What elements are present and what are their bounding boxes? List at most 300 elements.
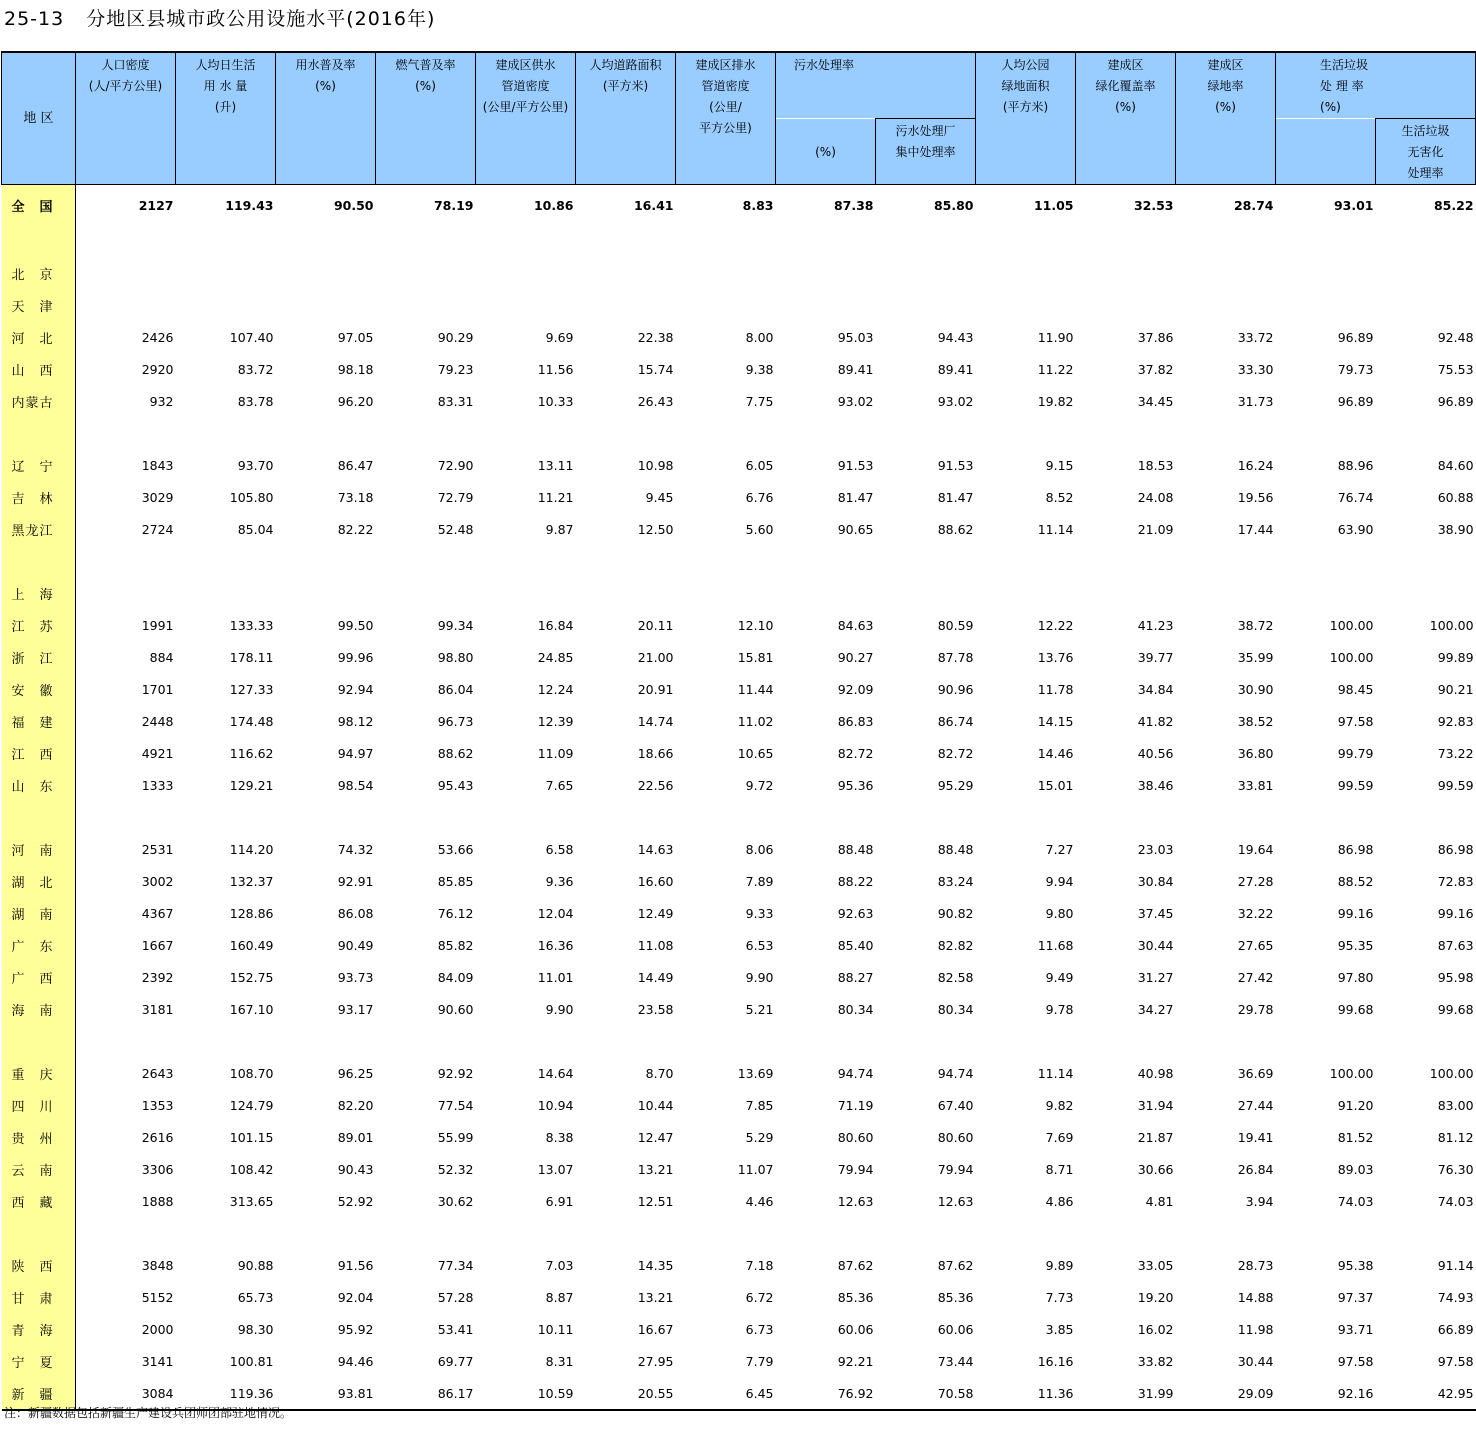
value-cell: 85.85 xyxy=(437,873,474,889)
value-cell xyxy=(1276,289,1376,321)
value-cell: 11.98 xyxy=(1237,1321,1274,1337)
value-cell: 82.72 xyxy=(937,745,974,761)
value-cell: 33.81 xyxy=(1237,777,1274,793)
value-cell: 91.14 xyxy=(1437,1257,1474,1273)
value-cell: 99.16 xyxy=(1337,905,1374,921)
value-cell: 95.36 xyxy=(837,777,874,793)
value-cell xyxy=(376,289,476,321)
value-cell: 11.44 xyxy=(737,681,774,697)
value-cell: 84.60 xyxy=(1437,457,1474,473)
value-cell: 92.63 xyxy=(837,905,874,921)
region-cell: 江 西 xyxy=(2,737,76,769)
empty-cell xyxy=(76,801,176,833)
value-cell: 95.35 xyxy=(1337,937,1374,953)
value-cell: 3002 xyxy=(141,873,174,889)
empty-cell xyxy=(476,545,576,577)
value-cell: 94.43 xyxy=(937,329,974,345)
value-cell: 21.09 xyxy=(1137,521,1174,537)
region-cell: 全 国 xyxy=(2,185,76,226)
value-cell: 10.59 xyxy=(476,1377,576,1410)
value-cell: 1667 xyxy=(141,937,174,953)
value-cell: 93.02 xyxy=(837,393,874,409)
value-cell: 40.98 xyxy=(1137,1065,1174,1081)
value-cell: 90.60 xyxy=(437,1001,474,1017)
empty-cell xyxy=(576,801,676,833)
value-cell: 3084 xyxy=(76,1377,176,1410)
value-cell: 2920 xyxy=(141,361,174,377)
value-cell: 91.53 xyxy=(937,457,974,473)
empty-cell xyxy=(76,1025,176,1057)
empty-cell xyxy=(676,1025,776,1057)
value-cell: 74.32 xyxy=(337,841,374,857)
empty-cell xyxy=(976,545,1076,577)
value-cell: 30.84 xyxy=(1137,873,1174,889)
table-row xyxy=(2,865,1476,897)
value-cell: 7.75 xyxy=(745,393,774,409)
value-cell: 94.97 xyxy=(337,745,374,761)
empty-cell xyxy=(276,801,376,833)
value-cell: 89.03 xyxy=(1337,1161,1374,1177)
header-sewage-rate: 污水处理率 xyxy=(776,52,976,119)
value-cell: 33.30 xyxy=(1237,361,1274,377)
value-cell: 99.59 xyxy=(1337,777,1374,793)
value-cell: 79.94 xyxy=(837,1161,874,1177)
value-cell: 119.43 xyxy=(225,197,274,213)
value-cell: 70.58 xyxy=(876,1377,976,1410)
empty-cell xyxy=(376,545,476,577)
value-cell: 14.74 xyxy=(637,713,674,729)
region-cell: 内蒙古 xyxy=(2,385,76,417)
empty-cell xyxy=(1076,1025,1176,1057)
value-cell: 98.45 xyxy=(1337,681,1374,697)
value-cell: 92.09 xyxy=(837,681,874,697)
value-cell: 20.55 xyxy=(576,1377,676,1410)
empty-cell xyxy=(376,417,476,449)
value-cell: 8.38 xyxy=(545,1129,574,1145)
value-cell: 74.03 xyxy=(1437,1193,1474,1209)
value-cell: 93.17 xyxy=(337,1001,374,1017)
empty-cell xyxy=(1376,801,1476,833)
region-cell: 湖 北 xyxy=(2,865,76,897)
value-cell xyxy=(376,257,476,289)
value-cell xyxy=(176,289,276,321)
value-cell: 95.98 xyxy=(1437,969,1474,985)
value-cell: 71.19 xyxy=(837,1097,874,1113)
value-cell: 7.18 xyxy=(745,1257,774,1273)
value-cell: 22.38 xyxy=(637,329,674,345)
empty-cell xyxy=(1276,1025,1376,1057)
value-cell xyxy=(76,577,176,609)
value-cell: 9.15 xyxy=(1045,457,1074,473)
value-cell xyxy=(476,577,576,609)
value-cell: 88.48 xyxy=(937,841,974,857)
value-cell: 96.25 xyxy=(337,1065,374,1081)
header-road-area: 人均道路面积 (平方米) xyxy=(576,52,676,185)
value-cell: 82.72 xyxy=(837,745,874,761)
value-cell: 99.96 xyxy=(337,649,374,665)
value-cell: 14.46 xyxy=(1037,745,1074,761)
table-row xyxy=(2,705,1476,737)
value-cell: 13.11 xyxy=(537,457,574,473)
value-cell: 74.93 xyxy=(1437,1289,1474,1305)
value-cell: 16.60 xyxy=(637,873,674,889)
value-cell xyxy=(676,577,776,609)
value-cell: 84.09 xyxy=(437,969,474,985)
value-cell: 84.63 xyxy=(837,617,874,633)
value-cell xyxy=(776,577,876,609)
value-cell: 1701 xyxy=(141,681,174,697)
empty-cell xyxy=(1276,1217,1376,1249)
value-cell: 6.91 xyxy=(545,1193,574,1209)
empty-cell xyxy=(776,545,876,577)
value-cell: 19.82 xyxy=(1037,393,1074,409)
region-cell: 吉 林 xyxy=(2,481,76,513)
value-cell: 30.62 xyxy=(437,1193,474,1209)
value-cell: 20.11 xyxy=(637,617,674,633)
value-cell: 1843 xyxy=(141,457,174,473)
value-cell: 86.47 xyxy=(337,457,374,473)
value-cell: 7.69 xyxy=(1045,1129,1074,1145)
value-cell: 30.90 xyxy=(1237,681,1274,697)
empty-cell xyxy=(1176,225,1276,257)
value-cell: 9.80 xyxy=(1045,905,1074,921)
empty-cell xyxy=(976,1217,1076,1249)
empty-cell xyxy=(376,1025,476,1057)
value-cell: 13.07 xyxy=(537,1161,574,1177)
region-cell xyxy=(2,801,76,833)
header-garbage-spacer xyxy=(1276,119,1376,185)
value-cell: 3029 xyxy=(141,489,174,505)
table-row xyxy=(2,321,1476,353)
value-cell: 14.15 xyxy=(1037,713,1074,729)
region-cell: 福 建 xyxy=(2,705,76,737)
value-cell: 78.19 xyxy=(433,197,474,213)
empty-cell xyxy=(676,225,776,257)
value-cell: 98.30 xyxy=(237,1321,274,1337)
value-cell: 1353 xyxy=(141,1097,174,1113)
value-cell: 11.21 xyxy=(537,489,574,505)
table-row xyxy=(2,1057,1476,1089)
value-cell xyxy=(876,289,976,321)
region-cell: 安 徽 xyxy=(2,673,76,705)
value-cell: 7.79 xyxy=(745,1353,774,1369)
value-cell: 85.82 xyxy=(437,937,474,953)
table-row xyxy=(2,961,1476,993)
empty-cell xyxy=(76,417,176,449)
table-row xyxy=(2,289,1476,321)
value-cell: 37.82 xyxy=(1137,361,1174,377)
table-row xyxy=(2,641,1476,673)
value-cell: 9.36 xyxy=(545,873,574,889)
value-cell: 80.60 xyxy=(937,1129,974,1145)
region-cell: 新 疆 xyxy=(2,1377,76,1410)
value-cell xyxy=(976,577,1076,609)
value-cell: 53.66 xyxy=(437,841,474,857)
value-cell: 57.28 xyxy=(437,1289,474,1305)
data-table xyxy=(1,51,1476,1411)
value-cell: 76.30 xyxy=(1437,1161,1474,1177)
value-cell: 8.06 xyxy=(745,841,774,857)
value-cell: 17.44 xyxy=(1237,521,1274,537)
value-cell: 100.00 xyxy=(1329,1065,1374,1081)
value-cell: 105.80 xyxy=(229,489,274,505)
header-gas-rate: 燃气普及率 (%) xyxy=(376,52,476,185)
value-cell: 23.03 xyxy=(1137,841,1174,857)
value-cell: 19.64 xyxy=(1237,841,1274,857)
value-cell xyxy=(376,577,476,609)
value-cell: 11.14 xyxy=(1037,521,1074,537)
value-cell: 88.27 xyxy=(837,969,874,985)
region-cell: 广 东 xyxy=(2,929,76,961)
empty-cell xyxy=(776,417,876,449)
value-cell: 92.04 xyxy=(337,1289,374,1305)
table-row xyxy=(2,1249,1476,1281)
value-cell: 31.27 xyxy=(1137,969,1174,985)
value-cell: 36.69 xyxy=(1237,1065,1274,1081)
value-cell: 108.42 xyxy=(229,1161,274,1177)
value-cell: 884 xyxy=(149,649,174,665)
value-cell: 85.04 xyxy=(237,521,274,537)
value-cell: 98.18 xyxy=(337,361,374,377)
value-cell: 72.83 xyxy=(1437,873,1474,889)
value-cell: 90.88 xyxy=(237,1257,274,1273)
value-cell: 55.99 xyxy=(437,1129,474,1145)
region-cell: 陕 西 xyxy=(2,1249,76,1281)
value-cell: 4367 xyxy=(141,905,174,921)
region-cell: 上 海 xyxy=(2,577,76,609)
value-cell: 88.22 xyxy=(837,873,874,889)
value-cell xyxy=(576,577,676,609)
region-cell: 贵 州 xyxy=(2,1121,76,1153)
value-cell: 2000 xyxy=(141,1321,174,1337)
value-cell: 15.01 xyxy=(1037,777,1074,793)
value-cell: 60.88 xyxy=(1437,489,1474,505)
empty-cell xyxy=(976,1025,1076,1057)
value-cell: 60.06 xyxy=(937,1321,974,1337)
header-region: 地 区 xyxy=(2,52,76,185)
empty-cell xyxy=(476,801,576,833)
table-row xyxy=(2,449,1476,481)
value-cell: 7.85 xyxy=(745,1097,774,1113)
value-cell: 22.56 xyxy=(637,777,674,793)
header-sewage-rate-unit: (%) xyxy=(776,119,876,185)
value-cell: 9.33 xyxy=(745,905,774,921)
value-cell: 12.24 xyxy=(537,681,574,697)
value-cell: 86.98 xyxy=(1337,841,1374,857)
header-water-rate: 用水普及率 (%) xyxy=(276,52,376,185)
value-cell: 178.11 xyxy=(229,649,274,665)
value-cell: 73.22 xyxy=(1437,745,1474,761)
value-cell: 3141 xyxy=(141,1353,174,1369)
empty-cell xyxy=(576,1217,676,1249)
value-cell: 9.49 xyxy=(1045,969,1074,985)
region-cell: 山 西 xyxy=(2,353,76,385)
value-cell: 13.21 xyxy=(637,1161,674,1177)
value-cell: 3.85 xyxy=(1045,1321,1074,1337)
value-cell: 5.29 xyxy=(745,1129,774,1145)
value-cell: 30.44 xyxy=(1237,1353,1274,1369)
value-cell: 83.00 xyxy=(1437,1097,1474,1113)
empty-cell xyxy=(876,801,976,833)
value-cell: 167.10 xyxy=(229,1001,274,1017)
value-cell: 13.69 xyxy=(737,1065,774,1081)
value-cell: 88.96 xyxy=(1337,457,1374,473)
value-cell: 53.41 xyxy=(437,1321,474,1337)
value-cell xyxy=(276,289,376,321)
value-cell: 97.58 xyxy=(1337,1353,1374,1369)
region-cell: 黑龙江 xyxy=(2,513,76,545)
table-row xyxy=(2,577,1476,609)
value-cell: 12.51 xyxy=(637,1193,674,1209)
value-cell: 90.50 xyxy=(333,197,374,213)
region-cell xyxy=(2,1025,76,1057)
value-cell: 96.89 xyxy=(1337,329,1374,345)
value-cell: 119.36 xyxy=(176,1377,276,1410)
value-cell: 11.08 xyxy=(637,937,674,953)
value-cell xyxy=(1076,257,1176,289)
value-cell: 13.21 xyxy=(637,1289,674,1305)
value-cell: 1333 xyxy=(141,777,174,793)
empty-cell xyxy=(876,417,976,449)
value-cell: 24.08 xyxy=(1137,489,1174,505)
value-cell: 2643 xyxy=(141,1065,174,1081)
value-cell: 88.62 xyxy=(937,521,974,537)
spacer-row xyxy=(2,1217,1476,1249)
region-cell xyxy=(2,417,76,449)
value-cell: 82.82 xyxy=(937,937,974,953)
value-cell xyxy=(976,289,1076,321)
value-cell: 97.58 xyxy=(1337,713,1374,729)
value-cell: 81.47 xyxy=(837,489,874,505)
value-cell: 95.03 xyxy=(837,329,874,345)
value-cell: 4.46 xyxy=(745,1193,774,1209)
table-header xyxy=(2,52,1476,185)
value-cell: 34.84 xyxy=(1137,681,1174,697)
value-cell xyxy=(676,257,776,289)
value-cell: 80.34 xyxy=(937,1001,974,1017)
value-cell: 26.43 xyxy=(637,393,674,409)
value-cell xyxy=(1176,289,1276,321)
value-cell: 91.56 xyxy=(337,1257,374,1273)
value-cell: 93.02 xyxy=(937,393,974,409)
value-cell: 9.78 xyxy=(1045,1001,1074,1017)
value-cell: 93.73 xyxy=(337,969,374,985)
value-cell: 81.52 xyxy=(1337,1129,1374,1145)
region-cell: 辽 宁 xyxy=(2,449,76,481)
value-cell: 2724 xyxy=(141,521,174,537)
value-cell: 9.90 xyxy=(545,1001,574,1017)
value-cell: 10.98 xyxy=(637,457,674,473)
value-cell: 38.90 xyxy=(1437,521,1474,537)
value-cell: 90.21 xyxy=(1437,681,1474,697)
value-cell: 932 xyxy=(149,393,174,409)
region-cell: 北 京 xyxy=(2,257,76,289)
value-cell: 3848 xyxy=(141,1257,174,1273)
value-cell: 19.41 xyxy=(1237,1129,1274,1145)
spacer-row xyxy=(2,1025,1476,1057)
empty-cell xyxy=(176,417,276,449)
value-cell: 90.43 xyxy=(337,1161,374,1177)
table-row xyxy=(2,833,1476,865)
value-cell: 11.56 xyxy=(537,361,574,377)
empty-cell xyxy=(176,545,276,577)
empty-cell xyxy=(476,1025,576,1057)
value-cell: 88.48 xyxy=(837,841,874,857)
empty-cell xyxy=(376,1217,476,1249)
value-cell: 69.77 xyxy=(437,1353,474,1369)
value-cell: 16.41 xyxy=(633,197,674,213)
value-cell: 93.70 xyxy=(237,457,274,473)
value-cell: 9.45 xyxy=(645,489,674,505)
value-cell: 98.12 xyxy=(337,713,374,729)
value-cell: 27.44 xyxy=(1237,1097,1274,1113)
empty-cell xyxy=(1076,801,1176,833)
value-cell xyxy=(1176,257,1276,289)
value-cell: 108.70 xyxy=(229,1065,274,1081)
header-green-cover: 建成区 绿化覆盖率 (%) xyxy=(1076,52,1176,185)
value-cell: 129.21 xyxy=(229,777,274,793)
value-cell: 79.23 xyxy=(437,361,474,377)
value-cell: 6.05 xyxy=(745,457,774,473)
value-cell: 96.20 xyxy=(337,393,374,409)
value-cell: 2127 xyxy=(138,197,174,213)
value-cell xyxy=(76,289,176,321)
value-cell: 96.89 xyxy=(1337,393,1374,409)
empty-cell xyxy=(476,417,576,449)
value-cell: 100.00 xyxy=(1329,617,1374,633)
value-cell: 10.33 xyxy=(537,393,574,409)
empty-cell xyxy=(1176,1025,1276,1057)
value-cell: 83.72 xyxy=(237,361,274,377)
value-cell: 5152 xyxy=(141,1289,174,1305)
value-cell: 34.45 xyxy=(1137,393,1174,409)
value-cell: 41.82 xyxy=(1137,713,1174,729)
empty-cell xyxy=(776,1217,876,1249)
value-cell: 32.22 xyxy=(1237,905,1274,921)
value-cell: 97.37 xyxy=(1337,1289,1374,1305)
value-cell: 3181 xyxy=(141,1001,174,1017)
value-cell: 89.01 xyxy=(337,1129,374,1145)
value-cell: 9.72 xyxy=(745,777,774,793)
total-row xyxy=(2,185,1476,226)
value-cell: 16.84 xyxy=(537,617,574,633)
table-row xyxy=(2,1313,1476,1345)
empty-cell xyxy=(576,545,676,577)
header-park-area: 人均公园 绿地面积 (平方米) xyxy=(976,52,1076,185)
value-cell: 7.27 xyxy=(1045,841,1074,857)
header-green-rate: 建成区 绿地率 (%) xyxy=(1176,52,1276,185)
value-cell: 52.92 xyxy=(337,1193,374,1209)
value-cell: 8.71 xyxy=(1045,1161,1074,1177)
value-cell: 10.86 xyxy=(533,197,574,213)
value-cell: 76.74 xyxy=(1337,489,1374,505)
value-cell: 124.79 xyxy=(229,1097,274,1113)
value-cell: 16.02 xyxy=(1137,1321,1174,1337)
value-cell: 99.34 xyxy=(437,617,474,633)
empty-cell xyxy=(1176,801,1276,833)
value-cell: 11.22 xyxy=(1037,361,1074,377)
value-cell: 86.08 xyxy=(337,905,374,921)
empty-cell xyxy=(576,225,676,257)
value-cell xyxy=(476,289,576,321)
value-cell: 86.98 xyxy=(1437,841,1474,857)
region-cell: 广 西 xyxy=(2,961,76,993)
value-cell: 14.64 xyxy=(537,1065,574,1081)
value-cell: 3.94 xyxy=(1245,1193,1274,1209)
region-cell: 海 南 xyxy=(2,993,76,1025)
spacer-row xyxy=(2,545,1476,577)
empty-cell xyxy=(1076,417,1176,449)
